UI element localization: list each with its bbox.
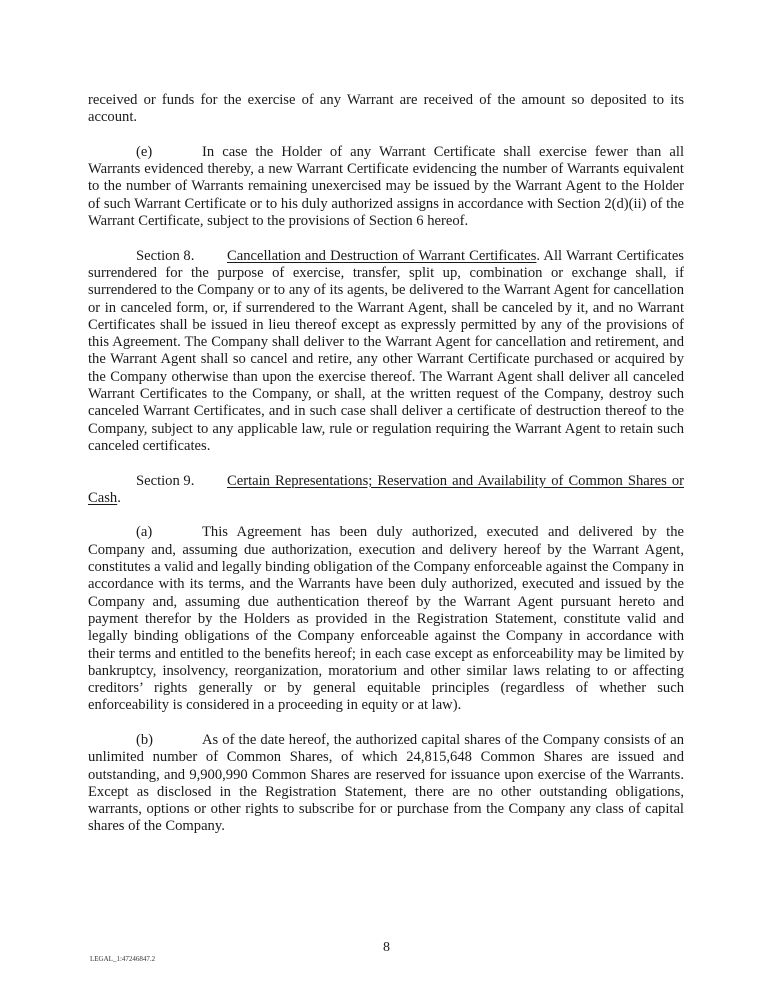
heading-period: . <box>536 247 541 264</box>
document-footer-id: LEGAL_1:47246847.2 <box>90 955 156 963</box>
paragraph-label: (b) <box>136 731 154 748</box>
section-heading: Cancellation and Destruction of Warrant Certificates <box>227 247 537 264</box>
paragraph-label: (a) <box>136 524 153 541</box>
heading-period: . <box>117 489 121 506</box>
section-label: Section 9. <box>136 472 195 489</box>
section-text: All Warrant Certificates surrendered for the purpose of exercise, transfer, split up, combination or exchange shall, if surrendered to the Company or to any of its agents, be delivered to the Warrant Agent for cancellation or in canceled form, or, if surrendered to the Warrant Agent, shall be canceled by it, and no Warrant Certificates shall be issued in lieu thereof except as expressly permitted by any of the provisions of this Agreement. The Company shall deliver to the Warrant Agent for cancellation and retirement, and the Warrant Agent shall so cancel and retire, any other Warrant Certificate purchased or acquired by the Company otherwise than upon the exercise thereof. The Warrant Agent shall deliver all canceled Warrant Certificates to the Company, or shall, at the written request of the Company, destroy such canceled Warrant Certificates, and in such case shall deliver a certificate of destruction thereof to the Company, subject to any applicable law, rule or regulation requiring the Warrant Agent to retain such canceled certificates. <box>88 247 684 454</box>
paragraph-label: (e) <box>136 143 153 160</box>
paragraph-text: This Agreement has been duly authorized, executed and delivered by the Company and, assuming due authorization, execution and delivery hereof by the Warrant Agent, constitutes a valid and legally binding obligation of the Company enforceable against the Company in accordance with its terms, and the Warrants have been duly authorized, executed and issued by the Company and, assuming due authentication thereof by the Warrant Agent pursuant hereto and payment therefor by the Holders as provided in the Registration Statement, constitute valid and legally binding obligations of the Company enforceable against the Company in accordance with their terms and entitled to the benefits hereof; in each case except as enforceability may be limited by bankruptcy, insolvency, reorganization, moratorium and other similar laws relating to or affecting creditors’ rights generally or by general equitable principles (regardless of whether such enforceability is considered in a proceeding in equity or at law). <box>88 524 684 714</box>
section-9 <box>88 473 684 508</box>
paragraph-text: As of the date hereof, the authorized capital shares of the Company consists of an unlimited number of Common Shares, of which 24,815,648 Common Shares are issued and outstanding, and 9,900,990 Common Shares are reserved for issuance upon exercise of the Warrants. Except as disclosed in the Registration Statement, there are no other outstanding obligations, warrants, options or other rights to subscribe for or purchase from the Company any class of capital shares of the Company. <box>88 731 684 835</box>
paragraph-9b <box>88 732 684 836</box>
section-heading: Certain Representations; Reservation and Availability of Common Shares or Cash <box>88 472 684 506</box>
paragraph-carryover <box>88 92 684 127</box>
paragraph-text: received or funds for the exercise of any Warrant are received of the amount so deposited to its account. <box>88 92 684 126</box>
page-number: 8 <box>383 940 390 955</box>
paragraph-7e <box>88 144 684 230</box>
document-page <box>88 92 684 853</box>
paragraph-text: In case the Holder of any Warrant Certificate shall exercise fewer than all Warrants evidenced thereby, a new Warrant Certificate evidencing the number of Warrants equivalent to the number of Warrants remaining unexercised may be issued by the Warrant Agent to the Holder of such Warrant Certificate or to his duly authorized assigns in accordance with Section 2(d)(ii) of the Warrant Certificate, subject to the provisions of Section 6 hereof. <box>88 143 684 230</box>
paragraph-9a <box>88 524 684 714</box>
section-8 <box>88 248 684 456</box>
section-label: Section 8. <box>136 247 195 264</box>
